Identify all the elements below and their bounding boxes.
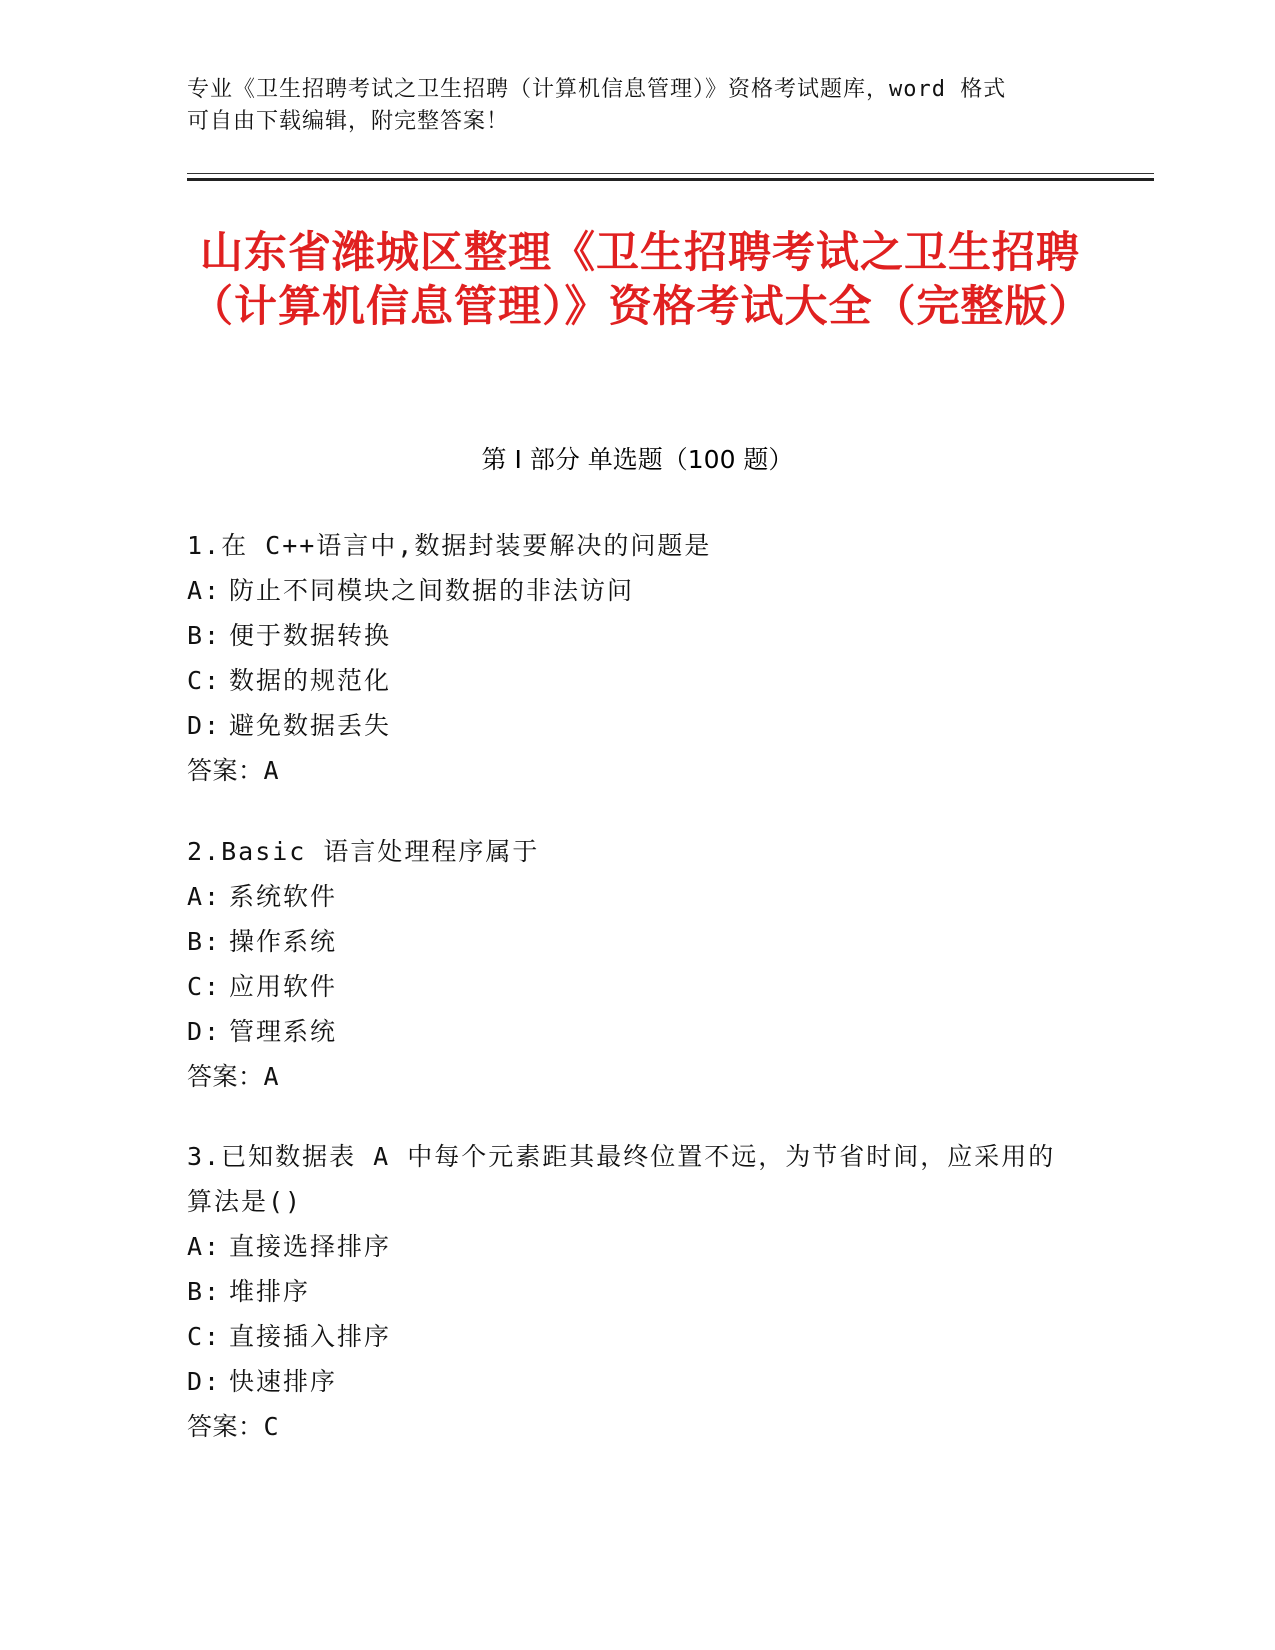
header-note <box>187 74 1067 138</box>
question-2 <box>187 829 1067 1099</box>
option-text: 数据的规范化 <box>229 666 392 695</box>
answer-label: 答案： <box>187 1062 264 1091</box>
option-letter: D: <box>187 1017 222 1046</box>
section-heading: 第 I 部分 单选题（100 题） <box>481 445 794 474</box>
option-letter: B: <box>187 1277 222 1306</box>
option-letter: A: <box>187 1232 222 1261</box>
document-title: 山东省潍城区整理《卫生招聘考试之卫生招聘（计算机信息管理）》资格考试大全（完整版） <box>190 228 1093 332</box>
option-c <box>187 1314 1067 1359</box>
option-c <box>187 658 1067 703</box>
option-text: 直接选择排序 <box>229 1232 392 1261</box>
option-text: 应用软件 <box>229 972 338 1001</box>
question-stem: 3.已知数据表 A 中每个元素距其最终位置不远，为节省时间，应采用的算法是() <box>187 1142 1056 1216</box>
question-stem: 2.Basic 语言处理程序属于 <box>187 837 540 866</box>
option-letter: A: <box>187 882 222 911</box>
option-a <box>187 874 1067 919</box>
option-letter: C: <box>187 1322 222 1351</box>
answer-value: C <box>263 1412 280 1441</box>
answer-line <box>187 748 1067 793</box>
option-letter: D: <box>187 711 222 740</box>
answer-line <box>187 1054 1067 1099</box>
question-stem: 1.在 C++语言中,数据封装要解决的问题是 <box>187 531 712 560</box>
option-letter: C: <box>187 666 222 695</box>
answer-value: A <box>263 1062 280 1091</box>
answer-label: 答案： <box>187 756 264 785</box>
option-a <box>187 568 1067 613</box>
option-letter: D: <box>187 1367 222 1396</box>
option-text: 便于数据转换 <box>229 621 392 650</box>
header-note-line2: 可自由下载编辑，附完整答案！ <box>187 109 510 134</box>
option-d <box>187 703 1067 748</box>
option-letter: C: <box>187 972 222 1001</box>
option-text: 直接插入排序 <box>229 1322 392 1351</box>
option-text: 防止不同模块之间数据的非法访问 <box>229 576 635 605</box>
option-text: 避免数据丢失 <box>229 711 392 740</box>
header-note-line1: 专业《卫生招聘考试之卫生招聘（计算机信息管理）》资格考试题库，word 格式 <box>187 77 1007 102</box>
answer-label: 答案： <box>187 1412 264 1441</box>
option-d <box>187 1009 1067 1054</box>
option-b <box>187 1269 1067 1314</box>
question-3 <box>187 1134 1067 1449</box>
answer-value: A <box>263 756 280 785</box>
option-a <box>187 1224 1067 1269</box>
option-letter: B: <box>187 621 222 650</box>
option-c <box>187 964 1067 1009</box>
option-text: 操作系统 <box>229 927 338 956</box>
option-d <box>187 1359 1067 1404</box>
header-rule-thick <box>187 178 1154 181</box>
option-letter: A: <box>187 576 222 605</box>
option-b <box>187 613 1067 658</box>
question-1 <box>187 523 1067 793</box>
option-text: 系统软件 <box>229 882 338 911</box>
option-text: 管理系统 <box>229 1017 338 1046</box>
answer-line <box>187 1404 1067 1449</box>
option-b <box>187 919 1067 964</box>
option-letter: B: <box>187 927 222 956</box>
header-rule-thin <box>187 173 1154 174</box>
option-text: 堆排序 <box>229 1277 311 1306</box>
option-text: 快速排序 <box>229 1367 338 1396</box>
